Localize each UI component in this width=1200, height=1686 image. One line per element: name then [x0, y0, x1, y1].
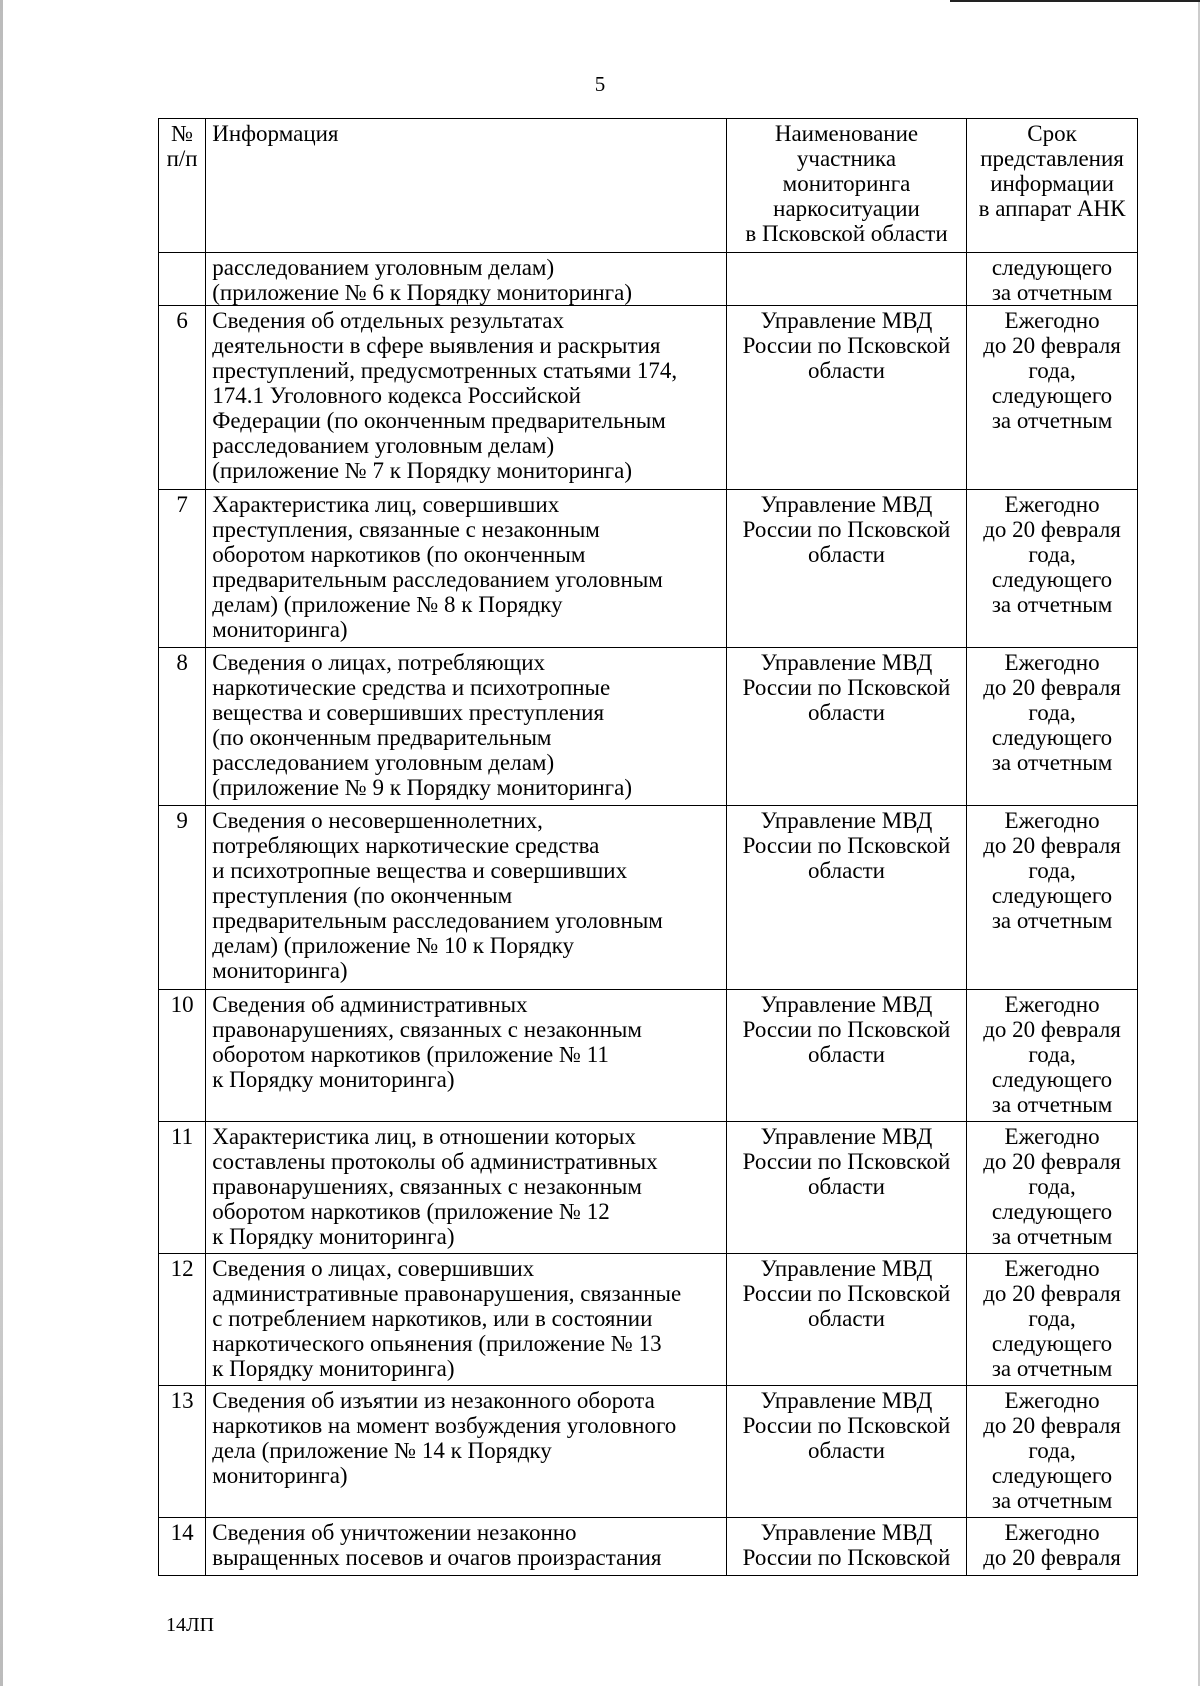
table-row — [159, 306, 1138, 490]
row-org-cell-text: Управление МВД России по Псковской области — [742, 1388, 951, 1463]
table-row — [159, 648, 1138, 806]
scan-edge-left — [0, 0, 3, 1686]
header-org-label: Наименование участника мониторинга наркоситуации в Псковской области — [745, 121, 948, 246]
row-num-cell-text: 6 — [176, 308, 188, 333]
row-term-cell — [967, 1518, 1138, 1576]
row-org-cell-text: Управление МВД России по Псковской области — [742, 650, 951, 725]
top-rule — [950, 0, 1200, 2]
row-num-cell-text: 9 — [176, 808, 188, 833]
row-org-cell-text: Управление МВД России по Псковской области — [742, 1124, 951, 1199]
row-term-cell — [967, 1122, 1138, 1254]
monitoring-table — [158, 118, 1138, 1576]
row-info-cell-text: расследованием уголовным делам) (приложение № 6 к Порядку мониторинга) — [212, 255, 632, 305]
row-num-cell — [159, 1386, 206, 1518]
table-row — [159, 1254, 1138, 1386]
row-num-cell-text: 7 — [176, 492, 188, 517]
header-num-label: № п/п — [166, 121, 198, 171]
row-org-cell — [726, 1518, 966, 1576]
row-info-cell-text: Сведения о лицах, потребляющих наркотические средства и психотропные вещества и совершивших преступления (по оконченным предварительным расследованием уголовным делам) (приложение № 9 к Порядку мониторинга) — [212, 650, 632, 800]
row-org-cell-text: Управление МВД России по Псковской области — [742, 1256, 951, 1331]
row-info-cell — [206, 1254, 727, 1386]
row-term-cell-text: Ежегодно до 20 февраля года, следующего за отчетным — [983, 1256, 1121, 1381]
row-term-cell-text: Ежегодно до 20 февраля года, следующего за отчетным — [983, 492, 1121, 617]
header-num — [159, 119, 206, 253]
row-org-cell-text: Управление МВД России по Псковской области — [742, 492, 951, 567]
row-org-cell-text: Управление МВД России по Псковской — [742, 1520, 951, 1570]
row-num-cell — [159, 253, 206, 306]
header-term — [967, 119, 1138, 253]
row-org-cell-text: Управление МВД России по Псковской области — [742, 308, 951, 383]
row-info-cell — [206, 1122, 727, 1254]
row-org-cell-text: Управление МВД России по Псковской области — [742, 808, 951, 883]
row-term-cell — [967, 490, 1138, 648]
row-info-cell — [206, 1386, 727, 1518]
row-num-cell-text: 10 — [170, 992, 194, 1017]
table-row — [159, 490, 1138, 648]
table-body — [159, 253, 1138, 1576]
footer-code: 14ЛП — [166, 1614, 215, 1636]
row-info-cell — [206, 806, 727, 990]
row-info-cell — [206, 253, 727, 306]
row-org-cell — [726, 1386, 966, 1518]
row-org-cell — [726, 990, 966, 1122]
row-info-cell-text: Сведения о несовершеннолетних, потребляющих наркотические средства и психотропные вещества и совершивших преступления (по оконченным предварительным расследованием уголовным делам) (приложение № 10 к Порядку мониторинга) — [212, 808, 663, 983]
row-num-cell-text: 11 — [171, 1124, 194, 1149]
row-term-cell — [967, 1386, 1138, 1518]
page-number: 5 — [594, 72, 606, 96]
table-row — [159, 1386, 1138, 1518]
row-num-cell-text: 12 — [170, 1256, 194, 1281]
row-term-cell-text: Ежегодно до 20 февраля года, следующего за отчетным — [983, 1388, 1121, 1513]
row-term-cell-text: Ежегодно до 20 февраля года, следующего за отчетным — [983, 650, 1121, 775]
row-info-cell-text: Характеристика лиц, в отношении которых составлены протоколы об административных правонарушениях, связанных с незаконным оборотом наркотиков (приложение № 12 к Порядку мониторинга) — [212, 1124, 658, 1249]
row-info-cell-text: Сведения о лицах, совершивших административные правонарушения, связанные с потреблением наркотиков, или в состоянии наркотического опьянения (приложение № 13 к Порядку мониторинга) — [212, 1256, 682, 1381]
row-term-cell-text: Ежегодно до 20 февраля — [983, 1520, 1121, 1570]
row-term-cell — [967, 806, 1138, 990]
row-term-cell — [967, 1254, 1138, 1386]
row-org-cell — [726, 1122, 966, 1254]
table-row — [159, 806, 1138, 990]
row-org-cell — [726, 253, 966, 306]
row-info-cell-text: Сведения об изъятии из незаконного оборота наркотиков на момент возбуждения уголовного дела (приложение № 14 к Порядку мониторинга) — [212, 1388, 677, 1488]
row-num-cell — [159, 806, 206, 990]
row-num-cell — [159, 490, 206, 648]
row-num-cell — [159, 648, 206, 806]
row-org-cell — [726, 1254, 966, 1386]
row-info-cell — [206, 648, 727, 806]
header-org — [726, 119, 966, 253]
row-org-cell — [726, 490, 966, 648]
row-term-cell-text: следующего за отчетным — [991, 255, 1113, 305]
table-header — [159, 119, 1138, 253]
row-term-cell — [967, 648, 1138, 806]
row-num-cell — [159, 306, 206, 490]
row-num-cell-text: 14 — [170, 1520, 194, 1545]
row-num-cell — [159, 1122, 206, 1254]
row-org-cell — [726, 306, 966, 490]
row-info-cell-text: Сведения об отдельных результатах деятельности в сфере выявления и раскрытия преступлений, предусмотренных статьями 174, 174.1 Уголовного кодекса Российской Федерации (по оконченным предварительным расследованием уголовным делам) (приложение № 7 к Порядку мониторинга) — [212, 308, 678, 483]
row-info-cell-text: Сведения об административных правонарушениях, связанных с незаконным оборотом наркотиков (приложение № 11 к Порядку мониторинга) — [212, 992, 642, 1092]
row-org-cell — [726, 806, 966, 990]
row-info-cell — [206, 306, 727, 490]
row-term-cell-text: Ежегодно до 20 февраля года, следующего за отчетным — [983, 808, 1121, 933]
table-row — [159, 1518, 1138, 1576]
row-info-cell — [206, 990, 727, 1122]
header-info — [206, 119, 727, 253]
row-num-cell — [159, 1254, 206, 1386]
row-term-cell-text: Ежегодно до 20 февраля года, следующего за отчетным — [983, 1124, 1121, 1249]
row-info-cell — [206, 490, 727, 648]
row-num-cell — [159, 990, 206, 1122]
table-row — [159, 1122, 1138, 1254]
table-row — [159, 253, 1138, 306]
row-org-cell-text: Управление МВД России по Псковской области — [742, 992, 951, 1067]
row-org-cell — [726, 648, 966, 806]
row-num-cell-text: 8 — [176, 650, 188, 675]
table-header-row — [159, 119, 1138, 253]
row-term-cell — [967, 253, 1138, 306]
row-num-cell-text: 13 — [170, 1388, 194, 1413]
row-term-cell-text: Ежегодно до 20 февраля года, следующего за отчетным — [983, 992, 1121, 1117]
header-term-label: Срок представления информации в аппарат АНК — [978, 121, 1126, 221]
row-num-cell — [159, 1518, 206, 1576]
table-row — [159, 990, 1138, 1122]
row-term-cell — [967, 306, 1138, 490]
row-info-cell-text: Сведения об уничтожении незаконно выращенных посевов и очагов произрастания — [212, 1520, 662, 1570]
row-info-cell-text: Характеристика лиц, совершивших преступления, связанные с незаконным оборотом наркотиков (по оконченным предварительным расследованием уголовным делам) (приложение № 8 к Порядку мониторинга) — [212, 492, 663, 642]
row-info-cell — [206, 1518, 727, 1576]
header-info-label: Информация — [212, 121, 339, 146]
row-term-cell — [967, 990, 1138, 1122]
row-term-cell-text: Ежегодно до 20 февраля года, следующего за отчетным — [983, 308, 1121, 433]
